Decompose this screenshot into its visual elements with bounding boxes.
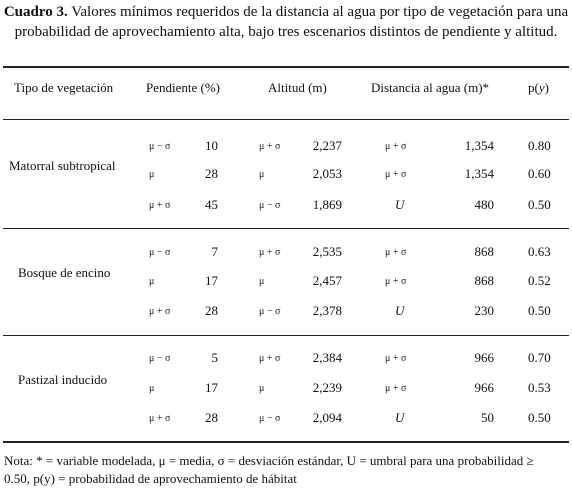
group-rule <box>3 335 569 336</box>
header-vegetation: Tipo de vegetación <box>14 80 114 95</box>
header-slope: Pendiente (%) <box>146 80 221 95</box>
table-row: μ + σ 28 μ − σ 2,094 U 50 0.50 <box>149 410 551 425</box>
table-row: μ − σ 10 μ + σ 2,237 μ + σ 1,354 0.80 <box>149 138 551 153</box>
vegetation-label: Pastizal inducido <box>18 372 108 387</box>
bottom-rule <box>3 441 569 443</box>
caption-label: Cuadro 3. <box>3 4 68 20</box>
caption-text-2: probabilidad de aprovechamiento alta, bajo tres escenarios distintos de pendiente y altitud. <box>14 24 558 40</box>
vegetation-label: Bosque de encino <box>18 265 111 280</box>
caption-text-1: Valores mínimos requeridos de la distancia al agua por tipo de vegetación para una <box>71 4 569 20</box>
group-rule <box>3 228 569 229</box>
vegetation-label: Matorral subtropical <box>9 158 116 173</box>
table-row: μ + σ 45 μ − σ 1,869 U 480 0.50 <box>149 197 551 212</box>
header-distance: Distancia al agua (m)* <box>371 80 490 95</box>
footnote-line-1: Nota: * = variable modelada, μ = media, σ = desviación estándar, U = umbral para una probabilidad ≥ <box>4 453 534 468</box>
header-probability: p(y) <box>528 80 549 95</box>
table-footnote <box>4 452 570 488</box>
header-rule <box>3 119 569 120</box>
top-rule <box>3 66 569 68</box>
table-row: μ 17 μ 2,239 μ + σ 966 0.53 <box>149 380 551 395</box>
table-row: μ + σ 28 μ − σ 2,378 U 230 0.50 <box>149 303 551 318</box>
table-caption <box>0 2 572 42</box>
table-row: μ − σ 5 μ + σ 2,384 μ + σ 966 0.70 <box>149 350 551 365</box>
table-row: μ − σ 7 μ + σ 2,535 μ + σ 868 0.63 <box>149 244 551 259</box>
header-altitude: Altitud (m) <box>268 80 327 95</box>
table-row: μ 17 μ 2,457 μ + σ 868 0.52 <box>149 273 551 288</box>
footnote-line-2: 0.50, p(y) = probabilidad de aprovechamiento de hábitat <box>4 471 297 486</box>
table-row: μ 28 μ 2,053 μ + σ 1,354 0.60 <box>149 166 551 181</box>
